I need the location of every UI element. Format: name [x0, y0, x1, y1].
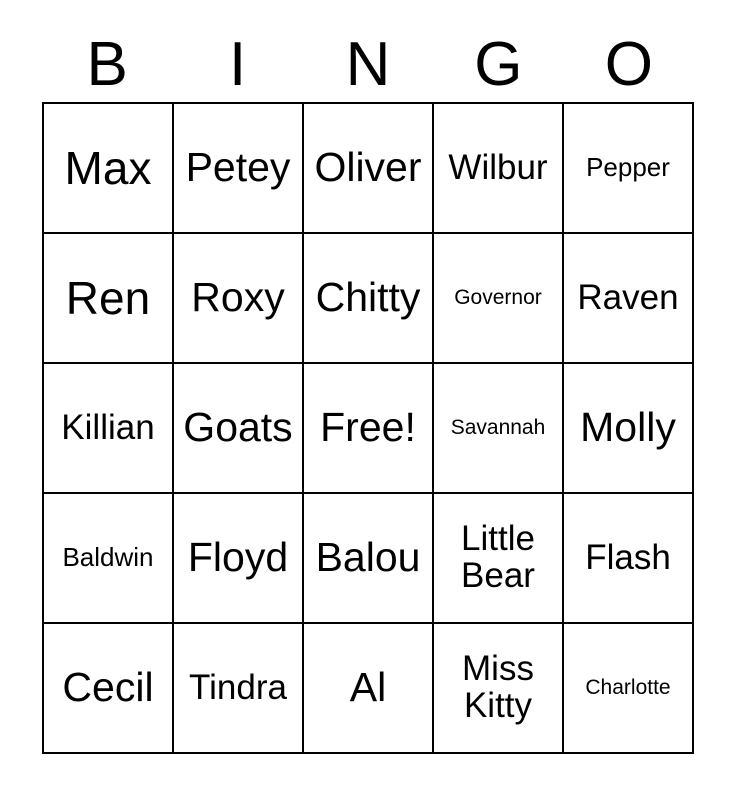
bingo-cell-free[interactable]: [304, 364, 434, 494]
bingo-cell-label: Ren: [65, 271, 151, 324]
bingo-cell[interactable]: [44, 104, 174, 234]
bingo-cell-label: Max: [64, 141, 152, 194]
bingo-header-letter-o: O: [604, 30, 653, 99]
bingo-header-letter-g: G: [474, 30, 523, 99]
bingo-cell-label: Oliver: [314, 144, 422, 191]
bingo-cell[interactable]: [44, 364, 174, 494]
bingo-cell-label: Raven: [577, 277, 679, 317]
bingo-cell-label: Governor: [454, 285, 542, 309]
bingo-cell[interactable]: [44, 494, 174, 624]
bingo-cell-label: Charlotte: [585, 675, 671, 699]
bingo-cell[interactable]: [174, 494, 304, 624]
bingo-cell-label: Free!: [320, 404, 416, 451]
bingo-cell-label: Cecil: [62, 664, 154, 711]
bingo-header-letter-n: N: [345, 30, 391, 99]
bingo-cell[interactable]: [174, 104, 304, 234]
bingo-grid: [42, 102, 694, 754]
bingo-cell[interactable]: [44, 234, 174, 364]
bingo-row: [44, 104, 694, 234]
bingo-cell[interactable]: [564, 494, 694, 624]
bingo-cell-label: Roxy: [191, 274, 285, 321]
bingo-cell-label: Floyd: [187, 534, 289, 581]
bingo-cell[interactable]: [304, 494, 434, 624]
bingo-cell[interactable]: [434, 494, 564, 624]
bingo-cell-label: Baldwin: [62, 542, 154, 573]
bingo-cell[interactable]: [434, 364, 564, 494]
bingo-cell-label: Tindra: [189, 667, 287, 707]
bingo-row: [44, 494, 694, 624]
bingo-cell[interactable]: [174, 624, 304, 754]
bingo-header-letter-i: I: [228, 30, 247, 99]
bingo-cell-label: Balou: [315, 534, 421, 581]
bingo-cell[interactable]: [304, 104, 434, 234]
bingo-cell[interactable]: [564, 104, 694, 234]
bingo-cell[interactable]: [174, 234, 304, 364]
bingo-row: [44, 624, 694, 754]
bingo-header-row: [42, 28, 694, 102]
bingo-cell-label: Pepper: [586, 152, 670, 183]
bingo-cell-label: Killian: [61, 407, 155, 447]
bingo-cell-label: Savannah: [450, 415, 546, 439]
bingo-cell[interactable]: [174, 364, 304, 494]
bingo-cell-label: Chitty: [315, 274, 421, 321]
bingo-cell[interactable]: [564, 234, 694, 364]
bingo-cell-label: Molly: [580, 404, 676, 451]
bingo-cell[interactable]: [304, 624, 434, 754]
bingo-card: [42, 28, 694, 754]
bingo-row: [44, 234, 694, 364]
bingo-cell-label: Wilbur: [448, 147, 548, 187]
bingo-cell[interactable]: [564, 364, 694, 494]
bingo-cell[interactable]: [564, 624, 694, 754]
bingo-cell[interactable]: [304, 234, 434, 364]
bingo-cell-label: Little Bear: [461, 519, 535, 595]
bingo-cell[interactable]: [434, 234, 564, 364]
bingo-row: [44, 364, 694, 494]
bingo-cell-label: Al: [349, 664, 387, 711]
bingo-cell-label: Petey: [185, 144, 291, 191]
bingo-cell[interactable]: [44, 624, 174, 754]
bingo-cell[interactable]: [434, 104, 564, 234]
bingo-cell[interactable]: [434, 624, 564, 754]
bingo-header-letter-b: B: [86, 30, 128, 99]
bingo-cell-label: Goats: [183, 404, 293, 451]
bingo-cell-label: Miss Kitty: [462, 649, 534, 725]
bingo-cell-label: Flash: [585, 537, 671, 577]
